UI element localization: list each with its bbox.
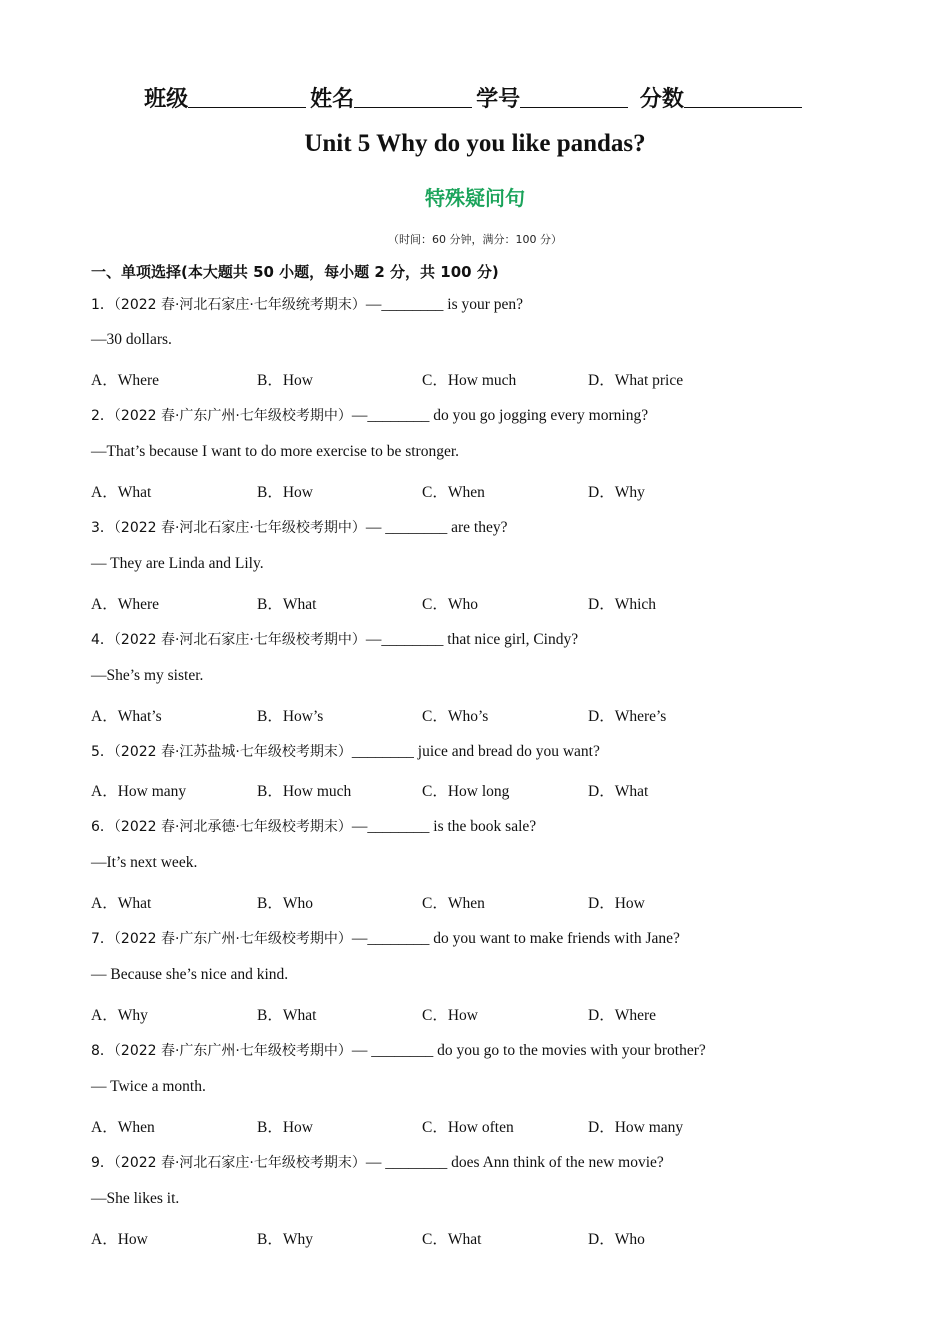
question-4-stem <box>91 629 578 649</box>
option-d[interactable]: D．How many <box>588 1119 684 1136</box>
question-text: —________ is your pen? <box>365 296 524 313</box>
option-d[interactable]: D．What price <box>588 372 684 389</box>
option-a[interactable]: A．How <box>91 1231 148 1248</box>
question-2-stem <box>91 405 648 425</box>
option-a[interactable]: A．What <box>91 484 152 501</box>
option-d[interactable]: D．Why <box>588 484 645 501</box>
question-1-stem <box>91 294 523 314</box>
option-a[interactable]: A．Where <box>91 372 159 389</box>
question-text: — ________ do you go to the movies with your brother? <box>351 1042 706 1059</box>
name-blank <box>354 85 472 108</box>
option-d[interactable]: D．Where <box>588 1007 656 1024</box>
option-c[interactable]: C．When <box>422 895 485 912</box>
option-b[interactable]: B．How <box>257 1119 313 1136</box>
question-9-options <box>91 1227 851 1249</box>
question-text: ________ juice and bread do you want? <box>351 743 600 760</box>
option-c[interactable]: C．Who’s <box>422 708 489 725</box>
option-a[interactable]: A．Why <box>91 1007 148 1024</box>
option-a[interactable]: A．What <box>91 895 152 912</box>
class-blank <box>188 85 306 108</box>
question-text: — ________ are they? <box>365 519 508 536</box>
question-source: 5．（2022 春·江苏盐城·七年级校考期末） <box>91 744 352 760</box>
question-2-options <box>91 480 851 502</box>
question-source: 7．（2022 春·广东广州·七年级校考期中） <box>91 931 352 947</box>
id-label: 学号 <box>476 87 521 112</box>
option-c[interactable]: C．How <box>422 1007 478 1024</box>
name-label: 姓名 <box>310 87 355 112</box>
score-blank <box>684 85 802 108</box>
question-5-stem <box>91 741 600 761</box>
option-a[interactable]: A．When <box>91 1119 155 1136</box>
question-8-stem <box>91 1040 706 1060</box>
option-c[interactable]: C．What <box>422 1231 482 1248</box>
question-source: 3．（2022 春·河北石家庄·七年级校考期中） <box>91 520 366 536</box>
question-source: 9．（2022 春·河北石家庄·七年级校考期末） <box>91 1155 366 1171</box>
score-label: 分数 <box>639 87 684 112</box>
question-text: —________ do you go jogging every morning? <box>351 407 649 424</box>
question-9-stem <box>91 1152 664 1172</box>
option-b[interactable]: B．How much <box>257 783 352 800</box>
exam-meta: （时间：60 分钟，满分：100 分） <box>388 233 562 246</box>
question-7-answer: — Because she’s nice and kind. <box>91 966 289 983</box>
page-title: Unit 5 Why do you like pandas? <box>304 130 646 157</box>
question-7-stem <box>91 928 680 948</box>
question-5-options <box>91 779 851 801</box>
question-text: —________ do you want to make friends with Jane? <box>351 930 680 947</box>
question-7-options <box>91 1003 851 1025</box>
question-source: 4．（2022 春·河北石家庄·七年级校考期中） <box>91 632 366 648</box>
question-6-options <box>91 891 851 913</box>
option-d[interactable]: D．What <box>588 783 649 800</box>
question-text: — ________ does Ann think of the new movie? <box>365 1154 664 1171</box>
question-6-answer: —It’s next week. <box>91 854 198 871</box>
option-b[interactable]: B．Who <box>257 895 313 912</box>
option-b[interactable]: B．How’s <box>257 708 324 725</box>
option-d[interactable]: D．How <box>588 895 645 912</box>
question-8-answer: — Twice a month. <box>91 1078 206 1095</box>
question-8-options <box>91 1115 851 1137</box>
option-b[interactable]: B．Why <box>257 1231 313 1248</box>
question-source: 8．（2022 春·广东广州·七年级校考期中） <box>91 1043 352 1059</box>
class-label: 班级 <box>144 87 189 112</box>
question-source: 1．（2022 春·河北石家庄·七年级统考期末） <box>91 297 366 313</box>
option-c[interactable]: C．How long <box>422 783 510 800</box>
option-b[interactable]: B．What <box>257 596 317 613</box>
question-3-answer: — They are Linda and Lily. <box>91 555 264 572</box>
option-a[interactable]: A．Where <box>91 596 159 613</box>
option-a[interactable]: A．What’s <box>91 708 162 725</box>
page-subtitle: 特殊疑问句 <box>425 186 525 210</box>
option-d[interactable]: D．Who <box>588 1231 645 1248</box>
option-a[interactable]: A．How many <box>91 783 187 800</box>
question-text: —________ that nice girl, Cindy? <box>365 631 579 648</box>
id-blank <box>520 85 628 108</box>
option-d[interactable]: D．Where’s <box>588 708 667 725</box>
question-source: 6．（2022 春·河北承德·七年级校考期末） <box>91 819 352 835</box>
question-3-stem <box>91 517 508 537</box>
question-1-answer: —30 dollars. <box>91 331 172 348</box>
question-text: —________ is the book sale? <box>351 818 537 835</box>
option-c[interactable]: C．How much <box>422 372 517 389</box>
question-source: 2．（2022 春·广东广州·七年级校考期中） <box>91 408 352 424</box>
option-b[interactable]: B．What <box>257 1007 317 1024</box>
option-c[interactable]: C．Who <box>422 596 478 613</box>
question-9-answer: —She likes it. <box>91 1190 180 1207</box>
question-1-options <box>91 368 851 390</box>
question-4-answer: —She’s my sister. <box>91 667 204 684</box>
question-2-answer: —That’s because I want to do more exercise to be stronger. <box>91 443 460 460</box>
section-heading: 一、单项选择(本大题共 50 小题，每小题 2 分，共 100 分) <box>91 263 499 281</box>
question-3-options <box>91 592 851 614</box>
option-b[interactable]: B．How <box>257 372 313 389</box>
option-c[interactable]: C．When <box>422 484 485 501</box>
option-d[interactable]: D．Which <box>588 596 657 613</box>
student-info-line <box>0 82 950 113</box>
option-c[interactable]: C．How often <box>422 1119 514 1136</box>
option-b[interactable]: B．How <box>257 484 313 501</box>
question-4-options <box>91 704 851 726</box>
question-6-stem <box>91 816 536 836</box>
